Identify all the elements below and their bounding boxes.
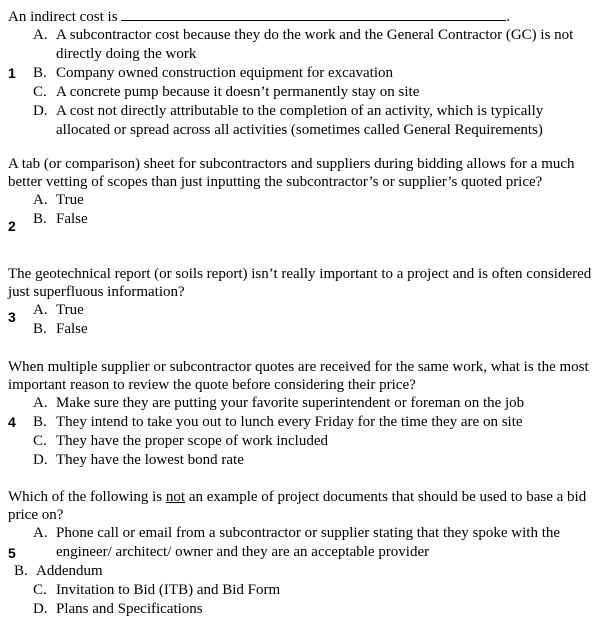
question-1 <box>8 8 598 140</box>
option-a[interactable]: A. Phone call or email from a subcontractor or supplier stating that they spoke with the engineer/ architect/ owner and they are an acceptable provider <box>33 525 561 560</box>
option-d[interactable]: D. A cost not directly attributable to the completion of an activity, which is typically allocated or spread across all activities (sometimes called General Requirements) <box>33 103 544 138</box>
option-b[interactable]: B. They intend to take you out to lunch every Friday for the time they are on site <box>33 414 523 430</box>
question-2-options <box>8 191 598 229</box>
question-1-stem: An indirect cost is . <box>8 9 511 25</box>
question-number-1: 1 <box>8 65 16 81</box>
question-number-4: 4 <box>8 414 16 430</box>
question-3 <box>8 265 598 339</box>
question-5-options <box>8 524 598 619</box>
question-3-stem: The geotechnical report (or soils report) isn’t really important to a project and is often considered just superfluous information? <box>8 266 592 300</box>
question-5 <box>8 488 598 619</box>
option-a[interactable]: A. Make sure they are putting your favorite superintendent or foreman on the job <box>33 395 525 411</box>
question-3-options <box>8 301 598 339</box>
option-a[interactable]: A. True <box>33 302 84 318</box>
question-4 <box>8 358 598 470</box>
question-number-2: 2 <box>8 218 16 234</box>
option-b[interactable]: B. Company owned construction equipment for excavation <box>33 65 393 81</box>
option-d[interactable]: D. They have the lowest bond rate <box>33 452 244 468</box>
option-d[interactable]: D. Plans and Specifications <box>33 601 203 617</box>
question-number-3: 3 <box>8 309 16 325</box>
option-c[interactable]: C. Invitation to Bid (ITB) and Bid Form <box>33 582 281 598</box>
option-c[interactable]: C. A concrete pump because it doesn’t permanently stay on site <box>33 84 420 100</box>
answer-blank <box>121 8 506 21</box>
question-2-stem: A tab (or comparison) sheet for subcontractors and suppliers during bidding allows for a much better vetting of scopes than just inputting the subcontractor’s or supplier’s quoted price? <box>8 156 575 190</box>
question-5-stem: Which of the following is not an example of project documents that should be used to base a bid price on? <box>8 489 587 523</box>
option-b[interactable]: B. False <box>33 321 88 337</box>
option-b[interactable]: B. False <box>33 211 88 227</box>
option-c[interactable]: C. They have the proper scope of work included <box>33 433 328 449</box>
option-a[interactable]: A. True <box>33 192 84 208</box>
question-4-options <box>8 394 598 470</box>
option-a[interactable]: A. A subcontractor cost because they do the work and the General Contractor (GC) is not directly doing the work <box>33 27 574 62</box>
question-1-options <box>8 26 598 140</box>
option-b[interactable]: B. Addendum <box>14 563 103 579</box>
question-number-5: 5 <box>8 545 16 561</box>
question-2 <box>8 155 598 234</box>
question-4-stem: When multiple supplier or subcontractor quotes are received for the same work, what is the most important reason to review the quote before considering their price? <box>8 359 589 393</box>
